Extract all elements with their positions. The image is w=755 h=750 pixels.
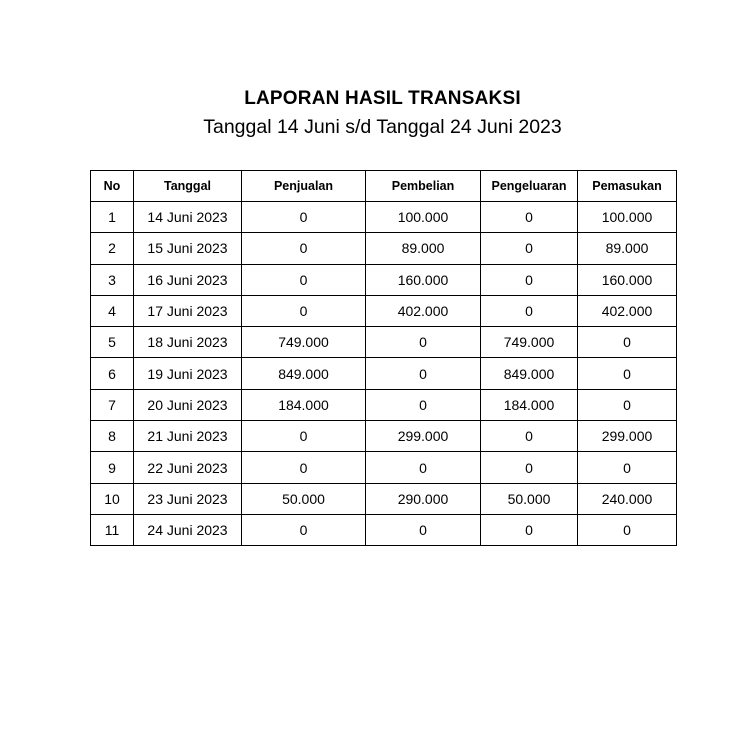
cell-penjualan: 0 xyxy=(242,295,366,326)
cell-pembelian: 89.000 xyxy=(366,233,481,264)
cell-penjualan: 0 xyxy=(242,202,366,233)
header-pembelian: Pembelian xyxy=(366,171,481,202)
cell-no: 6 xyxy=(91,358,134,389)
cell-pembelian: 299.000 xyxy=(366,421,481,452)
cell-penjualan: 0 xyxy=(242,514,366,545)
cell-pemasukan: 0 xyxy=(578,358,677,389)
transaction-table xyxy=(90,170,677,546)
cell-pemasukan: 160.000 xyxy=(578,264,677,295)
header-pemasukan: Pemasukan xyxy=(578,171,677,202)
cell-pengeluaran: 749.000 xyxy=(481,327,578,358)
cell-pemasukan: 100.000 xyxy=(578,202,677,233)
cell-penjualan: 0 xyxy=(242,421,366,452)
cell-penjualan: 0 xyxy=(242,264,366,295)
cell-tanggal: 14 Juni 2023 xyxy=(134,202,242,233)
table-row xyxy=(91,358,677,389)
cell-penjualan: 749.000 xyxy=(242,327,366,358)
cell-pengeluaran: 0 xyxy=(481,421,578,452)
cell-tanggal: 21 Juni 2023 xyxy=(134,421,242,452)
cell-no: 11 xyxy=(91,514,134,545)
cell-tanggal: 19 Juni 2023 xyxy=(134,358,242,389)
cell-penjualan: 849.000 xyxy=(242,358,366,389)
cell-tanggal: 23 Juni 2023 xyxy=(134,483,242,514)
table-row xyxy=(91,327,677,358)
cell-pembelian: 0 xyxy=(366,389,481,420)
cell-pembelian: 100.000 xyxy=(366,202,481,233)
cell-pengeluaran: 849.000 xyxy=(481,358,578,389)
report-subtitle: Tanggal 14 Juni s/d Tanggal 24 Juni 2023 xyxy=(203,116,562,138)
cell-tanggal: 15 Juni 2023 xyxy=(134,233,242,264)
cell-tanggal: 24 Juni 2023 xyxy=(134,514,242,545)
cell-penjualan: 0 xyxy=(242,452,366,483)
cell-pembelian: 290.000 xyxy=(366,483,481,514)
cell-pengeluaran: 0 xyxy=(481,202,578,233)
table-row xyxy=(91,233,677,264)
cell-pengeluaran: 0 xyxy=(481,452,578,483)
cell-no: 3 xyxy=(91,264,134,295)
cell-no: 1 xyxy=(91,202,134,233)
table-row xyxy=(91,452,677,483)
cell-pengeluaran: 184.000 xyxy=(481,389,578,420)
table-row xyxy=(91,264,677,295)
cell-pembelian: 402.000 xyxy=(366,295,481,326)
header-no: No xyxy=(91,171,134,202)
cell-pemasukan: 299.000 xyxy=(578,421,677,452)
cell-tanggal: 20 Juni 2023 xyxy=(134,389,242,420)
cell-pembelian: 0 xyxy=(366,452,481,483)
table-header-row xyxy=(91,171,677,202)
cell-penjualan: 50.000 xyxy=(242,483,366,514)
table-body xyxy=(91,202,677,546)
cell-tanggal: 16 Juni 2023 xyxy=(134,264,242,295)
cell-no: 2 xyxy=(91,233,134,264)
cell-no: 8 xyxy=(91,421,134,452)
cell-pemasukan: 240.000 xyxy=(578,483,677,514)
cell-no: 5 xyxy=(91,327,134,358)
cell-pemasukan: 0 xyxy=(578,452,677,483)
cell-pemasukan: 0 xyxy=(578,389,677,420)
cell-pembelian: 0 xyxy=(366,358,481,389)
table-row xyxy=(91,483,677,514)
cell-pembelian: 0 xyxy=(366,327,481,358)
cell-pengeluaran: 0 xyxy=(481,514,578,545)
cell-pemasukan: 0 xyxy=(578,514,677,545)
cell-no: 7 xyxy=(91,389,134,420)
cell-penjualan: 0 xyxy=(242,233,366,264)
table-row xyxy=(91,514,677,545)
cell-pengeluaran: 50.000 xyxy=(481,483,578,514)
table-row xyxy=(91,295,677,326)
table-row xyxy=(91,389,677,420)
header-pengeluaran: Pengeluaran xyxy=(481,171,578,202)
header-penjualan: Penjualan xyxy=(242,171,366,202)
cell-penjualan: 184.000 xyxy=(242,389,366,420)
cell-pengeluaran: 0 xyxy=(481,233,578,264)
cell-pengeluaran: 0 xyxy=(481,295,578,326)
cell-no: 9 xyxy=(91,452,134,483)
cell-tanggal: 17 Juni 2023 xyxy=(134,295,242,326)
table-row xyxy=(91,202,677,233)
cell-pemasukan: 89.000 xyxy=(578,233,677,264)
cell-pemasukan: 402.000 xyxy=(578,295,677,326)
cell-pembelian: 0 xyxy=(366,514,481,545)
cell-tanggal: 18 Juni 2023 xyxy=(134,327,242,358)
cell-pengeluaran: 0 xyxy=(481,264,578,295)
cell-pembelian: 160.000 xyxy=(366,264,481,295)
cell-no: 4 xyxy=(91,295,134,326)
report-title: LAPORAN HASIL TRANSAKSI xyxy=(244,88,521,109)
cell-pemasukan: 0 xyxy=(578,327,677,358)
cell-tanggal: 22 Juni 2023 xyxy=(134,452,242,483)
cell-no: 10 xyxy=(91,483,134,514)
header-tanggal: Tanggal xyxy=(134,171,242,202)
table-row xyxy=(91,421,677,452)
